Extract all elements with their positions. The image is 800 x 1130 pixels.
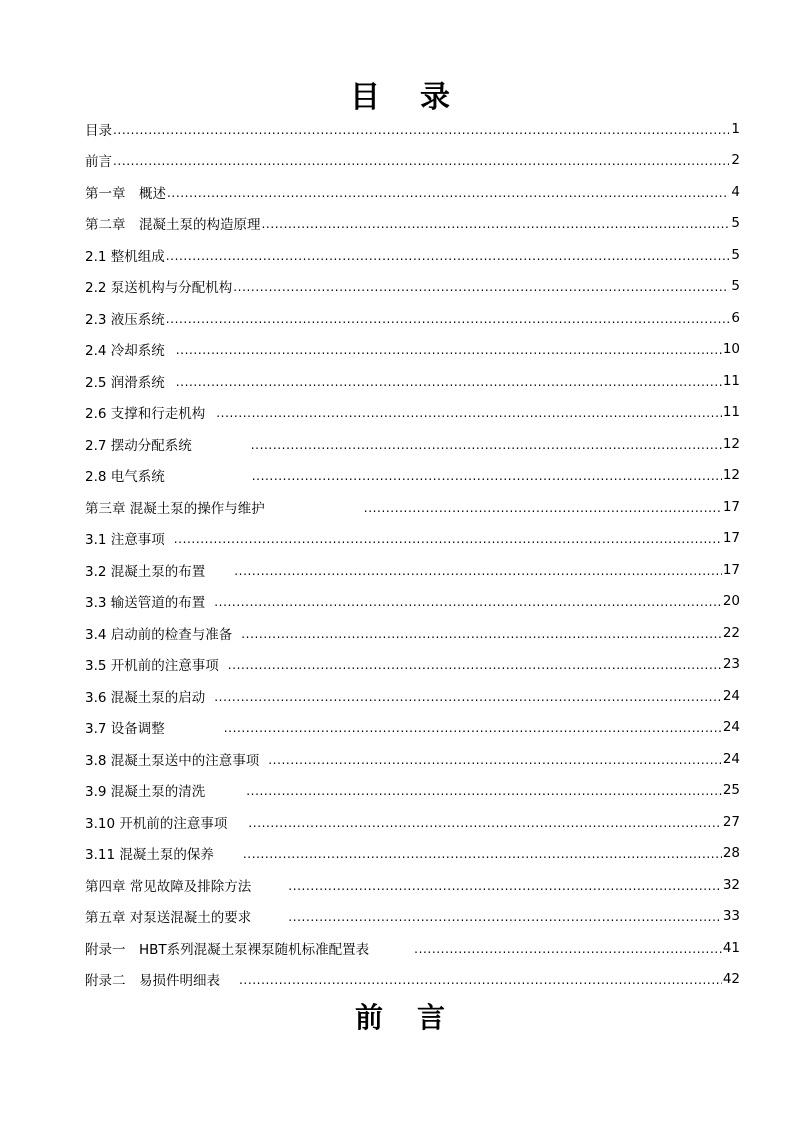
toc-entry[interactable] — [85, 649, 740, 681]
toc-entry-page-number: 12 — [722, 435, 740, 452]
toc-dot-leader — [176, 342, 722, 356]
toc-entry-page-number: 23 — [722, 656, 740, 673]
toc-entry-label: 3.4 启动前的检查与准备 — [85, 626, 233, 643]
toc-dot-leader — [233, 279, 729, 293]
toc-dot-leader — [241, 626, 722, 640]
toc-entry-page-number: 24 — [722, 687, 740, 704]
toc-entry-page-number: 27 — [722, 813, 740, 830]
toc-dot-leader — [113, 122, 729, 136]
toc-entry-label: 2.8 电气系统 — [85, 469, 165, 486]
toc-dot-leader — [214, 689, 722, 703]
toc-entry-page-number: 33 — [722, 908, 740, 925]
page-title-part1: 目 — [350, 80, 380, 115]
toc-entry-label: 2.5 润滑系统 — [85, 374, 165, 391]
table-of-contents — [85, 113, 740, 995]
toc-dot-leader — [251, 437, 722, 451]
toc-entry[interactable] — [85, 617, 740, 649]
toc-entry-label: 第五章 对泵送混凝土的要求 — [85, 910, 252, 927]
toc-dot-leader — [262, 216, 730, 230]
toc-entry-label: 附录一 HBT系列混凝土泵裸泵随机标准配置表 — [85, 941, 370, 958]
toc-entry-label: 第二章 混凝土泵的构造原理 — [85, 217, 261, 234]
toc-entry-page-number: 42 — [722, 971, 740, 988]
toc-entry[interactable] — [85, 239, 740, 271]
toc-entry-label: 3.11 混凝土泵的保养 — [85, 847, 214, 864]
toc-dot-leader — [288, 909, 722, 923]
toc-entry-label: 2.1 整机组成 — [85, 248, 165, 265]
toc-entry[interactable] — [85, 491, 740, 523]
toc-entry[interactable] — [85, 806, 740, 838]
toc-entry-label: 3.10 开机前的注意事项 — [85, 815, 228, 832]
toc-dot-leader — [214, 594, 722, 608]
toc-entry-label: 第一章 概述 — [85, 185, 166, 202]
toc-entry-page-number: 28 — [722, 845, 740, 862]
toc-entry-label: 3.3 输送管道的布置 — [85, 595, 206, 612]
toc-entry[interactable] — [85, 302, 740, 334]
toc-entry[interactable] — [85, 901, 740, 933]
toc-entry-page-number: 5 — [731, 278, 740, 295]
toc-entry-page-number: 11 — [722, 404, 740, 421]
toc-entry[interactable] — [85, 523, 740, 555]
toc-entry[interactable] — [85, 869, 740, 901]
toc-entry-page-number: 12 — [722, 467, 740, 484]
toc-dot-leader — [414, 941, 722, 955]
toc-dot-leader — [248, 815, 721, 829]
toc-entry-page-number: 41 — [722, 939, 740, 956]
toc-entry-label: 附录二 易损件明细表 — [85, 973, 220, 990]
toc-entry-page-number: 24 — [722, 750, 740, 767]
toc-entry-label: 前言 — [85, 154, 112, 171]
toc-dot-leader — [364, 500, 722, 514]
toc-entry-page-number: 22 — [722, 624, 740, 641]
toc-entry-page-number: 4 — [731, 183, 740, 200]
toc-entry[interactable] — [85, 365, 740, 397]
toc-entry[interactable] — [85, 271, 740, 303]
toc-entry-label: 2.6 支撑和行走机构 — [85, 406, 206, 423]
toc-entry-label: 第四章 常见故障及排除方法 — [85, 878, 252, 895]
toc-entry-page-number: 17 — [722, 498, 740, 515]
toc-entry-page-number: 17 — [722, 530, 740, 547]
toc-entry-page-number: 17 — [722, 561, 740, 578]
toc-entry-page-number: 10 — [722, 341, 740, 358]
toc-entry-page-number: 11 — [722, 372, 740, 389]
section-title-preface — [0, 996, 800, 1036]
toc-entry[interactable] — [85, 397, 740, 429]
toc-dot-leader — [216, 405, 722, 419]
toc-entry[interactable] — [85, 586, 740, 618]
toc-entry[interactable] — [85, 838, 740, 870]
toc-entry-label: 2.7 摆动分配系统 — [85, 437, 192, 454]
toc-entry-page-number: 2 — [731, 152, 740, 169]
toc-dot-leader — [174, 531, 722, 545]
toc-entry-page-number: 5 — [731, 246, 740, 263]
toc-dot-leader — [288, 878, 722, 892]
toc-dot-leader — [239, 972, 722, 986]
toc-entry-label: 3.1 注意事项 — [85, 532, 165, 549]
toc-entry-label: 目录 — [85, 122, 112, 139]
toc-dot-leader — [113, 153, 729, 167]
toc-entry[interactable] — [85, 932, 740, 964]
toc-entry-page-number: 6 — [731, 309, 740, 326]
toc-dot-leader — [243, 846, 722, 860]
toc-entry-label: 2.3 液压系统 — [85, 311, 165, 328]
section-title-part1: 前 — [354, 1001, 383, 1034]
toc-dot-leader — [228, 657, 722, 671]
toc-entry[interactable] — [85, 176, 740, 208]
toc-dot-leader — [252, 468, 722, 482]
toc-entry-label: 3.8 混凝土泵送中的注意事项 — [85, 752, 260, 769]
toc-entry-label: 3.5 开机前的注意事项 — [85, 658, 219, 675]
toc-entry[interactable] — [85, 964, 740, 996]
toc-entry-label: 3.7 设备调整 — [85, 721, 165, 738]
toc-dot-leader — [224, 720, 722, 734]
toc-entry[interactable] — [85, 775, 740, 807]
toc-entry-page-number: 20 — [722, 593, 740, 610]
toc-entry[interactable] — [85, 554, 740, 586]
toc-entry-page-number: 24 — [722, 719, 740, 736]
toc-entry-label: 第三章 混凝土泵的操作与维护 — [85, 500, 265, 517]
toc-dot-leader — [246, 783, 722, 797]
toc-entry-label: 3.6 混凝土泵的启动 — [85, 689, 206, 706]
toc-entry-page-number: 5 — [731, 215, 740, 232]
toc-entry-page-number: 25 — [722, 782, 740, 799]
toc-entry[interactable] — [85, 113, 740, 145]
toc-entry-label: 3.2 混凝土泵的布置 — [85, 563, 206, 580]
toc-entry-page-number: 1 — [731, 120, 740, 137]
toc-dot-leader — [176, 374, 722, 388]
toc-entry[interactable] — [85, 460, 740, 492]
toc-entry[interactable] — [85, 428, 740, 460]
toc-entry[interactable] — [85, 145, 740, 177]
toc-entry[interactable] — [85, 680, 740, 712]
toc-entry[interactable] — [85, 208, 740, 240]
section-title-part2: 言 — [417, 1001, 446, 1034]
toc-entry-label: 2.4 冷却系统 — [85, 343, 165, 360]
page-title-part2: 录 — [420, 80, 450, 115]
toc-entry-page-number: 32 — [722, 876, 740, 893]
toc-dot-leader — [166, 248, 729, 262]
toc-entry[interactable] — [85, 334, 740, 366]
toc-dot-leader — [268, 752, 722, 766]
toc-dot-leader — [234, 563, 722, 577]
toc-dot-leader — [167, 185, 729, 199]
toc-entry[interactable] — [85, 743, 740, 775]
toc-dot-leader — [166, 311, 729, 325]
toc-entry-label: 2.2 泵送机构与分配机构 — [85, 280, 233, 297]
toc-entry[interactable] — [85, 712, 740, 744]
toc-entry-label: 3.9 混凝土泵的清洗 — [85, 784, 206, 801]
page-title — [0, 72, 800, 116]
